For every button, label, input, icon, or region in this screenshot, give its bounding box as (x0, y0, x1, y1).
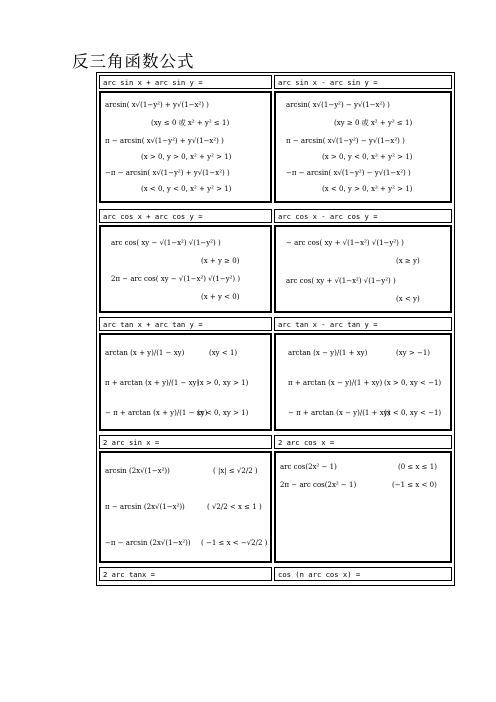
condition-line: (x < 0, xy < −1) (384, 409, 442, 417)
condition-line: ( −1 ≤ x < −√2/2 ) (201, 539, 268, 547)
condition-line: (xy ≤ 0 或 x² + y² ≤ 1) (151, 119, 230, 127)
formula-line: π − arcsin( x√(1−y²) − y√(1−x²) ) (286, 137, 405, 145)
formula-line: 2π − arc cos( xy − √(1−x²) √(1−y²) ) (111, 275, 241, 283)
header-arccos-diff: arc cos x - arc cos y = (274, 209, 452, 223)
header-2arccos: 2 arc cos x = (274, 435, 452, 449)
condition-line: (x ≥ y) (396, 257, 420, 265)
condition-line: (x + y ≥ 0) (201, 257, 240, 265)
condition-line: (x > 0, xy < −1) (384, 379, 442, 387)
condition-line: (x < 0, y < 0, x² + y² > 1) (141, 185, 232, 193)
condition-line: (xy > −1) (396, 349, 430, 357)
formula-line: π − arcsin( x√(1−y²) + y√(1−x²) ) (105, 137, 224, 145)
formula-line: π + arctan (x + y)/(1 − xy) (105, 379, 200, 387)
condition-line: (x < 0, y > 0, x² + y² > 1) (322, 185, 413, 193)
cell-arccos-sum (99, 225, 272, 313)
condition-line: (xy ≥ 0 或 x² + y² ≤ 1) (334, 119, 413, 127)
formula-line: − π + arctan (x + y)/(1 − xy) (105, 409, 208, 417)
cell-2arccos (274, 451, 452, 563)
formula-line: − arc cos( xy + √(1−x²) √(1−y²) ) (286, 239, 404, 247)
formula-line: 2π − arc cos(2x² − 1) (280, 481, 357, 489)
condition-line: (0 ≤ x ≤ 1) (398, 463, 437, 471)
formula-line: π + arctan (x − y)/(1 + xy) (288, 379, 383, 387)
formula-line: arc cos( xy + √(1−x²) √(1−y²) ) (286, 277, 396, 285)
formula-line: arcsin( x√(1−y²) − y√(1−x²) ) (286, 101, 390, 109)
condition-line: (x > 0, y > 0, x² + y² > 1) (141, 153, 232, 161)
condition-line: (x < 0, xy > 1) (197, 409, 249, 417)
formula-line: − π + arctan (x − y)/(1 + xy) (288, 409, 391, 417)
condition-line: (x < y) (396, 295, 420, 303)
formula-line: arc cos(2x² − 1) (280, 463, 337, 471)
condition-line: (x > 0, xy > 1) (197, 379, 249, 387)
header-arctan-sum: arc tan x + arc tan y = (99, 317, 272, 331)
cell-arccos-diff (274, 225, 452, 313)
formula-line: arcsin (2x√(1−x²)) (105, 467, 170, 475)
header-arcsin-sum: arc sin x + arc sin y = (99, 75, 272, 89)
formula-line: arctan (x + y)/(1 − xy) (105, 349, 185, 357)
header-arccos-sum: arc cos x + arc cos y = (99, 209, 272, 223)
condition-line: ( √2/2 < x ≤ 1 ) (207, 503, 262, 511)
cell-arctan-diff (274, 333, 452, 431)
formula-line: arctan (x − y)/(1 + xy) (288, 349, 368, 357)
condition-line: (−1 ≤ x < 0) (392, 481, 437, 489)
formula-line: −π − arcsin( x√(1−y²) − y√(1−x²) ) (286, 169, 411, 177)
cell-2arcsin (99, 451, 272, 563)
page-title: 反三角函数公式 (72, 52, 195, 71)
formula-line: −π − arcsin (2x√(1−x²)) (105, 539, 191, 547)
formula-line: −π − arcsin( x√(1−y²) + y√(1−x²) ) (105, 169, 230, 177)
condition-line: (x > 0, y < 0, x² + y² > 1) (322, 153, 413, 161)
formula-table (96, 72, 455, 586)
condition-line: ( |x| ≤ √2/2 ) (213, 467, 258, 475)
condition-line: (x + y < 0) (201, 293, 240, 301)
header-arcsin-diff: arc sin x - arc sin y = (274, 75, 452, 89)
formula-line: arc cos( xy − √(1−x²) √(1−y²) ) (111, 239, 221, 247)
formula-line: arcsin( x√(1−y²) + y√(1−x²) ) (105, 101, 209, 109)
cell-arcsin-diff (274, 91, 452, 203)
formula-line: π − arcsin (2x√(1−x²)) (105, 503, 185, 511)
condition-line: (xy < 1) (209, 349, 238, 357)
header-arctan-diff: arc tan x - arc tan y = (274, 317, 452, 331)
cell-arctan-sum (99, 333, 272, 431)
header-cos-n-arccos: cos (n arc cos x) = (274, 567, 452, 581)
cell-arcsin-sum (99, 91, 272, 203)
header-2arcsin: 2 arc sin x = (99, 435, 272, 449)
header-2arctan: 2 arc tanx = (99, 567, 272, 581)
